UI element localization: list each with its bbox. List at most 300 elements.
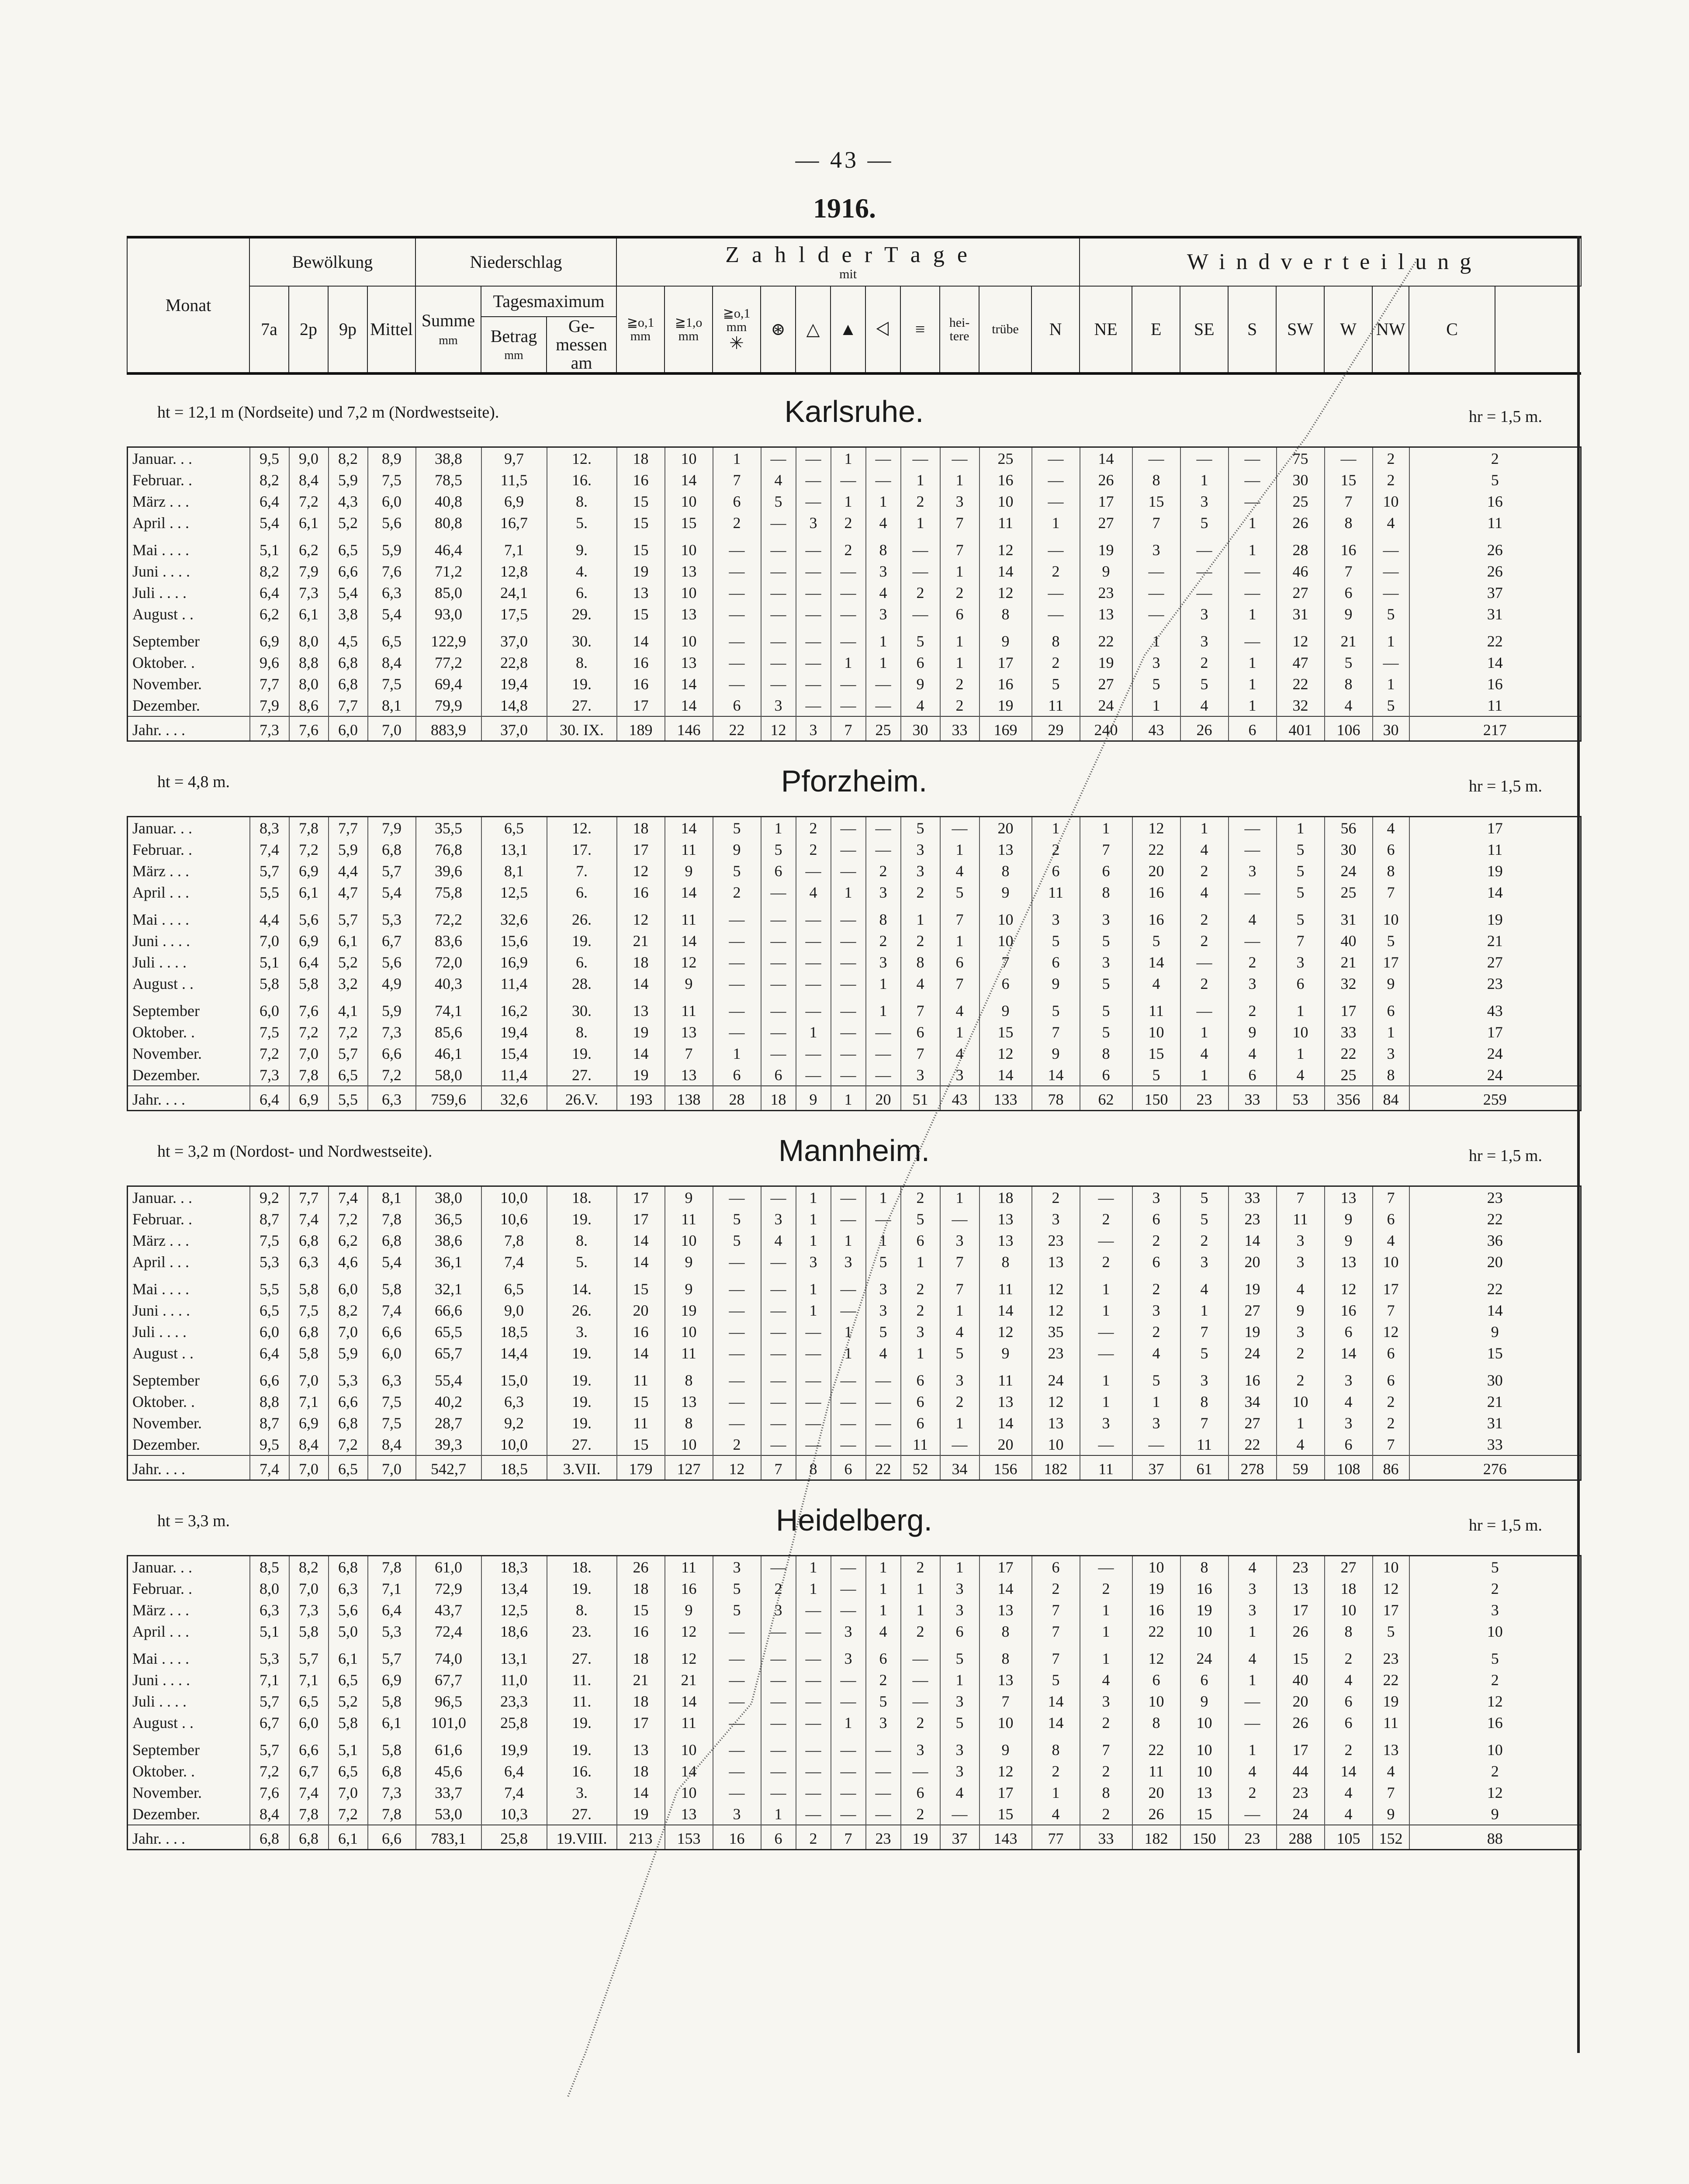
- value-cell: 4: [1229, 1556, 1277, 1578]
- value-cell: 27: [1229, 1299, 1277, 1321]
- value-cell: 5: [713, 817, 761, 839]
- value-cell: 7,6: [289, 994, 329, 1021]
- value-cell: 9,2: [481, 1412, 547, 1434]
- niederschlag-header: Niederschlag: [415, 237, 616, 286]
- value-cell: 14: [1229, 1230, 1277, 1251]
- value-cell: 5: [1080, 1021, 1132, 1043]
- value-cell: 26: [1277, 1712, 1325, 1733]
- value-cell: 7: [901, 994, 940, 1021]
- value-cell: —: [1373, 533, 1409, 560]
- month-cell: Juni . . . .: [132, 562, 190, 580]
- value-cell: 8: [1132, 469, 1180, 491]
- value-cell: 11: [1132, 994, 1180, 1021]
- value-cell: 11: [1080, 1455, 1132, 1480]
- value-cell: —: [940, 817, 979, 839]
- value-cell: 39,6: [416, 860, 481, 881]
- value-cell: —: [1080, 1186, 1132, 1209]
- value-cell: —: [761, 1556, 796, 1578]
- value-cell: —: [761, 582, 796, 603]
- value-cell: 9: [979, 994, 1032, 1021]
- value-cell: 31: [1277, 603, 1325, 625]
- value-cell: 5: [1180, 673, 1229, 695]
- value-cell: 1: [1180, 1299, 1229, 1321]
- value-cell: 6: [1325, 1434, 1373, 1455]
- value-cell: —: [901, 447, 940, 470]
- value-cell: —: [796, 1803, 831, 1825]
- value-cell: —: [866, 1064, 901, 1086]
- value-cell: —: [796, 1064, 831, 1086]
- value-cell: 1: [1080, 1621, 1132, 1642]
- month-cell: August . .: [132, 1714, 194, 1731]
- value-cell: 43: [1132, 716, 1180, 741]
- value-cell: —: [796, 903, 831, 930]
- value-cell: —: [1032, 603, 1080, 625]
- value-cell: 40: [1325, 930, 1373, 951]
- value-cell: 1: [831, 1086, 866, 1111]
- value-cell: 5: [1080, 973, 1132, 994]
- value-cell: 7,0: [289, 1043, 329, 1064]
- value-cell: 5.: [547, 512, 617, 533]
- value-cell: 8: [1080, 881, 1132, 903]
- value-cell: 1: [866, 491, 901, 512]
- value-cell: 13: [979, 1669, 1032, 1690]
- month-cell: März . . .: [132, 492, 189, 510]
- station-ht: ht = 3,3 m.: [157, 1512, 230, 1530]
- value-cell: 3,2: [329, 973, 368, 994]
- value-cell: 5: [1180, 1342, 1229, 1364]
- value-cell: —: [1180, 533, 1229, 560]
- page-number: — 43 —: [795, 147, 894, 173]
- value-cell: 3: [1325, 1364, 1373, 1391]
- value-cell: —: [866, 1733, 901, 1760]
- value-cell: 6,5: [329, 1455, 368, 1480]
- value-cell: 12: [1409, 1690, 1581, 1712]
- value-cell: 12: [761, 716, 796, 741]
- value-cell: 1: [866, 973, 901, 994]
- value-cell: 3: [1409, 1599, 1581, 1621]
- value-cell: —: [1180, 560, 1229, 582]
- value-cell: 10: [665, 1733, 713, 1760]
- value-cell: 6,8: [250, 1825, 289, 1850]
- value-cell: 3: [901, 1733, 940, 1760]
- value-cell: 7,1: [481, 533, 547, 560]
- value-cell: 17: [1277, 1599, 1325, 1621]
- value-cell: 6,0: [329, 716, 368, 741]
- value-cell: 10: [665, 1321, 713, 1342]
- value-cell: 4: [1180, 695, 1229, 716]
- value-cell: —: [796, 1412, 831, 1434]
- value-cell: —: [713, 903, 761, 930]
- value-cell: —: [1080, 1342, 1132, 1364]
- value-cell: 5,4: [368, 603, 416, 625]
- value-cell: 17: [617, 1208, 665, 1230]
- value-cell: 1: [866, 1599, 901, 1621]
- value-cell: —: [796, 1599, 831, 1621]
- value-cell: 2: [1409, 1669, 1581, 1690]
- value-cell: 3: [761, 1599, 796, 1621]
- value-cell: 78: [1032, 1086, 1080, 1111]
- value-cell: 18: [979, 1186, 1032, 1209]
- value-cell: 19.: [547, 1391, 617, 1412]
- value-cell: 15: [1325, 469, 1373, 491]
- value-cell: 1: [940, 560, 979, 582]
- value-cell: 13: [665, 1391, 713, 1412]
- value-cell: 5: [761, 839, 796, 860]
- value-cell: —: [866, 1412, 901, 1434]
- month-cell: Mai . . . .: [132, 1280, 189, 1298]
- value-cell: 17: [979, 1782, 1032, 1803]
- year-heading: 1916.: [813, 193, 876, 224]
- wind-col-ne: NE: [1080, 286, 1132, 373]
- value-cell: 8: [665, 1412, 713, 1434]
- value-cell: 156: [979, 1455, 1032, 1480]
- value-cell: 2: [1229, 994, 1277, 1021]
- value-cell: 11: [665, 1342, 713, 1364]
- value-cell: 1: [796, 1578, 831, 1599]
- ge10-label: ≧1,o: [675, 315, 703, 330]
- value-cell: 1: [1277, 1043, 1325, 1064]
- value-cell: 11: [1409, 695, 1581, 716]
- value-cell: 5,7: [250, 1690, 289, 1712]
- value-cell: 9: [1325, 603, 1373, 625]
- month-cell: Mai . . . .: [132, 1649, 189, 1667]
- value-cell: 2: [796, 817, 831, 839]
- value-cell: —: [761, 1642, 796, 1669]
- value-cell: 4: [1373, 512, 1409, 533]
- value-cell: 16.: [547, 469, 617, 491]
- value-cell: 40,2: [416, 1391, 481, 1412]
- value-cell: 24: [1325, 860, 1373, 881]
- value-cell: —: [713, 652, 761, 673]
- value-cell: —: [796, 560, 831, 582]
- value-cell: 3: [901, 1321, 940, 1342]
- value-cell: 3: [1277, 1251, 1325, 1272]
- value-cell: 6,2: [329, 1230, 368, 1251]
- value-cell: 7,0: [368, 1455, 416, 1480]
- value-cell: 12: [1277, 625, 1325, 652]
- value-cell: —: [901, 1690, 940, 1712]
- month-cell: Januar. . .: [132, 819, 192, 837]
- value-cell: 4: [1032, 1803, 1080, 1825]
- value-cell: 4: [1229, 1642, 1277, 1669]
- value-cell: 8,7: [250, 1208, 289, 1230]
- value-cell: 75,8: [416, 881, 481, 903]
- value-cell: 5,0: [329, 1621, 368, 1642]
- value-cell: 17: [1277, 1733, 1325, 1760]
- value-cell: 16: [617, 673, 665, 695]
- value-cell: —: [761, 1272, 796, 1299]
- value-cell: —: [713, 1186, 761, 1209]
- value-cell: 13: [1032, 1412, 1080, 1434]
- value-cell: 14: [1132, 951, 1180, 973]
- value-cell: 14: [979, 1578, 1032, 1599]
- value-cell: 14: [979, 1412, 1032, 1434]
- value-cell: 6,4: [481, 1760, 547, 1782]
- value-cell: 2: [713, 881, 761, 903]
- value-cell: 11: [1180, 1434, 1229, 1455]
- value-cell: 23,3: [481, 1690, 547, 1712]
- value-cell: 6,9: [250, 625, 289, 652]
- value-cell: 5: [1277, 881, 1325, 903]
- value-cell: 14: [617, 1782, 665, 1803]
- value-cell: 6,3: [368, 1086, 416, 1111]
- value-cell: 6,4: [368, 1599, 416, 1621]
- value-cell: 23: [1032, 1230, 1080, 1251]
- value-cell: 61: [1180, 1455, 1229, 1480]
- station-ht: ht = 3,2 m (Nordost- und Nordwestseite).: [157, 1142, 433, 1161]
- value-cell: —: [761, 903, 796, 930]
- value-cell: 5,7: [329, 903, 368, 930]
- value-cell: 22: [1132, 1733, 1180, 1760]
- month-cell: März . . .: [132, 1231, 189, 1249]
- value-cell: 4: [866, 512, 901, 533]
- value-cell: 3: [901, 1064, 940, 1086]
- value-cell: 11,0: [481, 1669, 547, 1690]
- month-cell: März . . .: [132, 862, 189, 880]
- value-cell: —: [831, 603, 866, 625]
- value-cell: —: [761, 652, 796, 673]
- value-cell: —: [796, 1782, 831, 1803]
- value-cell: 30. IX.: [547, 716, 617, 741]
- value-cell: 8: [1325, 1621, 1373, 1642]
- value-cell: 8.: [547, 491, 617, 512]
- value-cell: 12.: [547, 817, 617, 839]
- value-cell: 169: [979, 716, 1032, 741]
- value-cell: 10: [1373, 1251, 1409, 1272]
- value-cell: —: [761, 512, 796, 533]
- value-cell: 8,2: [289, 1556, 329, 1578]
- value-cell: 7: [1180, 1321, 1229, 1342]
- value-cell: 15,4: [481, 1043, 547, 1064]
- value-cell: 8: [866, 533, 901, 560]
- value-cell: 4: [1132, 973, 1180, 994]
- value-cell: —: [901, 1669, 940, 1690]
- value-cell: —: [831, 951, 866, 973]
- value-cell: 38,8: [416, 447, 481, 470]
- value-cell: 31: [1325, 903, 1373, 930]
- value-cell: 7,7: [329, 695, 368, 716]
- value-cell: —: [761, 1733, 796, 1760]
- value-cell: 8: [1080, 1043, 1132, 1064]
- value-cell: 6,9: [289, 860, 329, 881]
- value-cell: 1: [1373, 625, 1409, 652]
- value-cell: 33: [1229, 1086, 1277, 1111]
- value-cell: 14: [617, 1230, 665, 1251]
- value-cell: 5: [1373, 603, 1409, 625]
- value-cell: 7: [1277, 930, 1325, 951]
- value-cell: 6,1: [329, 1642, 368, 1669]
- value-cell: 6,3: [329, 1578, 368, 1599]
- value-cell: 9: [1032, 1043, 1080, 1064]
- value-cell: 14: [665, 695, 713, 716]
- value-cell: 10: [665, 1782, 713, 1803]
- value-cell: —: [1180, 994, 1229, 1021]
- station-name: Karlsruhe.: [784, 394, 924, 429]
- value-cell: 20: [617, 1299, 665, 1321]
- value-cell: —: [713, 1760, 761, 1782]
- value-cell: 1: [940, 1299, 979, 1321]
- value-cell: 19,9: [481, 1733, 547, 1760]
- value-cell: 6: [1032, 860, 1080, 881]
- value-cell: 1: [1277, 817, 1325, 839]
- value-cell: —: [940, 1803, 979, 1825]
- value-cell: 1: [796, 1186, 831, 1209]
- value-cell: 105: [1325, 1825, 1373, 1850]
- value-cell: —: [1229, 1690, 1277, 1712]
- value-cell: —: [761, 1760, 796, 1782]
- month-cell: Februar. .: [132, 471, 192, 489]
- value-cell: 13: [1373, 1733, 1409, 1760]
- value-cell: 20: [1132, 860, 1180, 881]
- value-cell: 2: [1373, 1412, 1409, 1434]
- value-cell: 1: [866, 1556, 901, 1578]
- value-cell: 1: [796, 1230, 831, 1251]
- value-cell: 6,8: [329, 673, 368, 695]
- value-cell: —: [831, 1556, 866, 1578]
- value-cell: 10: [665, 1434, 713, 1455]
- value-cell: —: [713, 1342, 761, 1364]
- value-cell: 10,3: [481, 1803, 547, 1825]
- value-cell: —: [831, 1690, 866, 1712]
- value-cell: 12: [665, 1621, 713, 1642]
- value-cell: 14: [1409, 1299, 1581, 1321]
- value-cell: 3: [1132, 533, 1180, 560]
- value-cell: 30.: [547, 625, 617, 652]
- value-cell: 10: [665, 447, 713, 470]
- value-cell: 9,6: [250, 652, 289, 673]
- value-cell: 6: [761, 1064, 796, 1086]
- value-cell: 5,2: [329, 1690, 368, 1712]
- value-cell: 6,5: [329, 1064, 368, 1086]
- value-cell: 9: [665, 973, 713, 994]
- value-cell: 6,5: [289, 1690, 329, 1712]
- value-cell: 7,3: [250, 1064, 289, 1086]
- value-cell: 6: [866, 1642, 901, 1669]
- value-cell: 1: [866, 994, 901, 1021]
- value-cell: —: [831, 625, 866, 652]
- value-cell: 17: [617, 695, 665, 716]
- value-cell: 20: [1132, 1782, 1180, 1803]
- value-cell: 6,5: [250, 1299, 289, 1321]
- value-cell: 4: [1325, 1391, 1373, 1412]
- value-cell: 8,4: [368, 1434, 416, 1455]
- value-cell: 6: [1325, 1321, 1373, 1342]
- value-cell: 6,4: [250, 582, 289, 603]
- value-cell: 2: [1409, 1578, 1581, 1599]
- value-cell: 19: [617, 560, 665, 582]
- value-cell: 6,0: [250, 994, 289, 1021]
- value-cell: 5: [1080, 994, 1132, 1021]
- month-cell: September: [132, 1741, 200, 1759]
- value-cell: 5,9: [368, 994, 416, 1021]
- value-cell: 8,1: [368, 695, 416, 716]
- value-cell: 21: [617, 1669, 665, 1690]
- value-cell: 7,7: [250, 673, 289, 695]
- value-cell: 27.: [547, 1803, 617, 1825]
- value-cell: 6,5: [368, 625, 416, 652]
- value-cell: —: [1180, 951, 1229, 973]
- value-cell: 37: [1132, 1455, 1180, 1480]
- month-cell: Juli . . . .: [132, 953, 187, 971]
- value-cell: 27: [1325, 1556, 1373, 1578]
- value-cell: —: [866, 1434, 901, 1455]
- value-cell: 12: [979, 1321, 1032, 1342]
- value-cell: 24: [1229, 1342, 1277, 1364]
- value-cell: 23: [1409, 1186, 1581, 1209]
- value-cell: 9.: [547, 533, 617, 560]
- value-cell: 4: [1180, 881, 1229, 903]
- value-cell: 22: [1325, 1043, 1373, 1064]
- value-cell: 7.: [547, 860, 617, 881]
- graupel-icon: △: [796, 286, 831, 373]
- value-cell: 7,0: [250, 930, 289, 951]
- value-cell: 7,4: [289, 1782, 329, 1803]
- value-cell: 5: [866, 1251, 901, 1272]
- value-cell: 8,2: [329, 1299, 368, 1321]
- value-cell: —: [831, 469, 866, 491]
- value-cell: —: [1180, 447, 1229, 470]
- value-cell: 1: [1080, 1599, 1132, 1621]
- value-cell: 182: [1032, 1455, 1080, 1480]
- value-cell: 47: [1277, 652, 1325, 673]
- value-cell: 5,8: [289, 1342, 329, 1364]
- value-cell: 14.: [547, 1272, 617, 1299]
- bew-col-7a: 7a: [249, 286, 289, 373]
- value-cell: 12: [1032, 1391, 1080, 1412]
- value-cell: 93,0: [416, 603, 481, 625]
- value-cell: 4: [1277, 1272, 1325, 1299]
- value-cell: 18: [761, 1086, 796, 1111]
- value-cell: 5,3: [250, 1251, 289, 1272]
- value-cell: 2: [940, 1391, 979, 1412]
- value-cell: 25,8: [481, 1712, 547, 1733]
- bew-col-9p: 9p: [328, 286, 367, 373]
- value-cell: 5: [1180, 1186, 1229, 1209]
- value-cell: 3: [940, 1599, 979, 1621]
- value-cell: —: [1032, 469, 1080, 491]
- value-cell: —: [831, 1391, 866, 1412]
- value-cell: 19.: [547, 1733, 617, 1760]
- value-cell: 17: [1409, 817, 1581, 839]
- value-cell: 276: [1409, 1455, 1581, 1480]
- value-cell: 22: [1409, 1272, 1581, 1299]
- value-cell: 8,7: [250, 1412, 289, 1434]
- value-cell: 5,3: [368, 1621, 416, 1642]
- value-cell: 7: [713, 469, 761, 491]
- value-cell: —: [761, 881, 796, 903]
- value-cell: 9: [1325, 1208, 1373, 1230]
- value-cell: 19.VIII.: [547, 1825, 617, 1850]
- value-cell: 101,0: [416, 1712, 481, 1733]
- value-cell: 6: [940, 1621, 979, 1642]
- value-cell: 12: [1409, 1782, 1581, 1803]
- value-cell: 31: [1409, 603, 1581, 625]
- value-cell: 1: [940, 625, 979, 652]
- value-cell: 8,8: [289, 652, 329, 673]
- month-cell: August . .: [132, 975, 194, 992]
- value-cell: 6: [1373, 1342, 1409, 1364]
- value-cell: 2: [1373, 1391, 1409, 1412]
- value-cell: 9: [665, 860, 713, 881]
- value-cell: 18: [1325, 1578, 1373, 1599]
- value-cell: 10: [1373, 903, 1409, 930]
- value-cell: 1: [901, 1251, 940, 1272]
- value-cell: 72,2: [416, 903, 481, 930]
- value-cell: 3: [1229, 1578, 1277, 1599]
- value-cell: 1: [1180, 817, 1229, 839]
- value-cell: 6,5: [329, 533, 368, 560]
- station-hr: hr = 1,5 m.: [1468, 1516, 1542, 1534]
